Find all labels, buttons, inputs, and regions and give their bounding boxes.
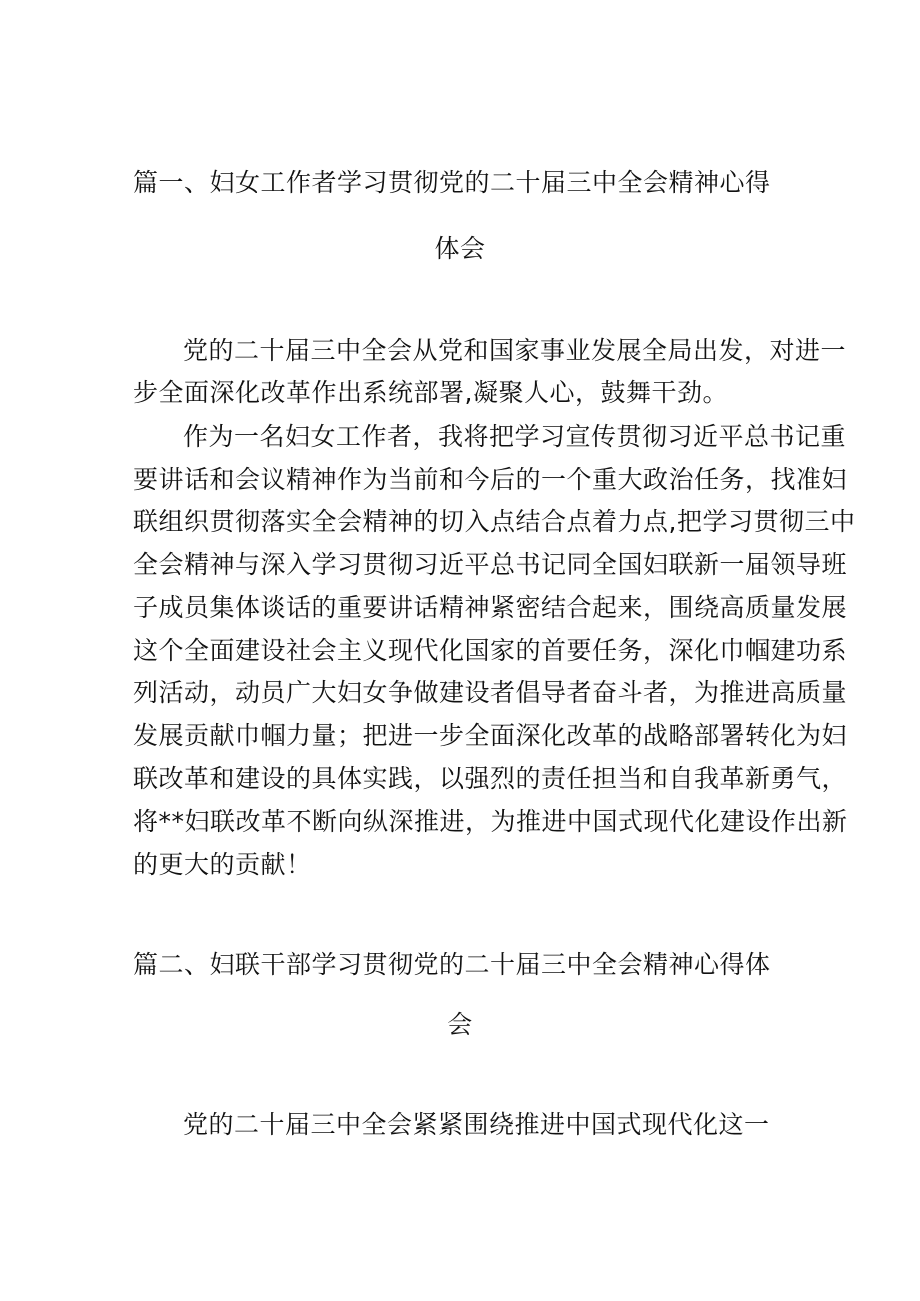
section-1-paragraph-2-line-11: 的更大的贡献！	[133, 850, 312, 879]
section-1-paragraph-2-line-7: 列活动，动员广大妇女争做建设者倡导者奋斗者，为推进高质量	[133, 678, 848, 707]
section-1-paragraph-2-line-5: 子成员集体谈话的重要讲话精神紧密结合起来，围绕高质量发展	[133, 593, 848, 622]
section-1-title-line-1: 篇一、妇女工作者学习贯彻党的二十届三中全会精神心得	[133, 168, 771, 197]
section-1-paragraph-2-line-10: 将**妇联改革不断向纵深推进，为推进中国式现代化建设作出新	[133, 807, 848, 836]
section-1-paragraph-2-line-2: 要讲话和会议精神作为当前和今后的一个重大政治任务，找准妇	[133, 465, 848, 494]
section-1-paragraph-1-line-1: 党的二十届三中全会从党和国家事业发展全局出发，对进一	[183, 336, 847, 365]
section-1-paragraph-2-line-4: 全会精神与深入学习贯彻习近平总书记同全国妇联新一届领导班	[133, 550, 848, 579]
section-1-title-line-2: 体会	[434, 234, 486, 263]
section-2-paragraph-1-line-1: 党的二十届三中全会紧紧围绕推进中国式现代化这一	[183, 1110, 770, 1139]
section-1-paragraph-2-line-3: 联组织贯彻落实全会精神的切入点结合点着力点,把学习贯彻三中	[133, 507, 856, 536]
section-1-paragraph-2-line-9: 联改革和建设的具体实践，以强烈的责任担当和自我革新勇气，	[133, 764, 848, 793]
section-1-paragraph-2-line-1: 作为一名妇女工作者，我将把学习宣传贯彻习近平总书记重	[183, 422, 847, 451]
section-1-paragraph-1-line-2: 步全面深化改革作出系统部署,凝聚人心，鼓舞干劲。	[133, 378, 728, 407]
section-1-paragraph-2-line-6: 这个全面建设社会主义现代化国家的首要任务，深化巾帼建功系	[133, 636, 848, 665]
section-2-title-line-2: 会	[447, 1010, 473, 1039]
section-2-title-line-1: 篇二、妇联干部学习贯彻党的二十届三中全会精神心得体	[133, 950, 771, 979]
section-1-paragraph-2-line-8: 发展贡献巾帼力量；把进一步全面深化改革的战略部署转化为妇	[133, 721, 848, 750]
